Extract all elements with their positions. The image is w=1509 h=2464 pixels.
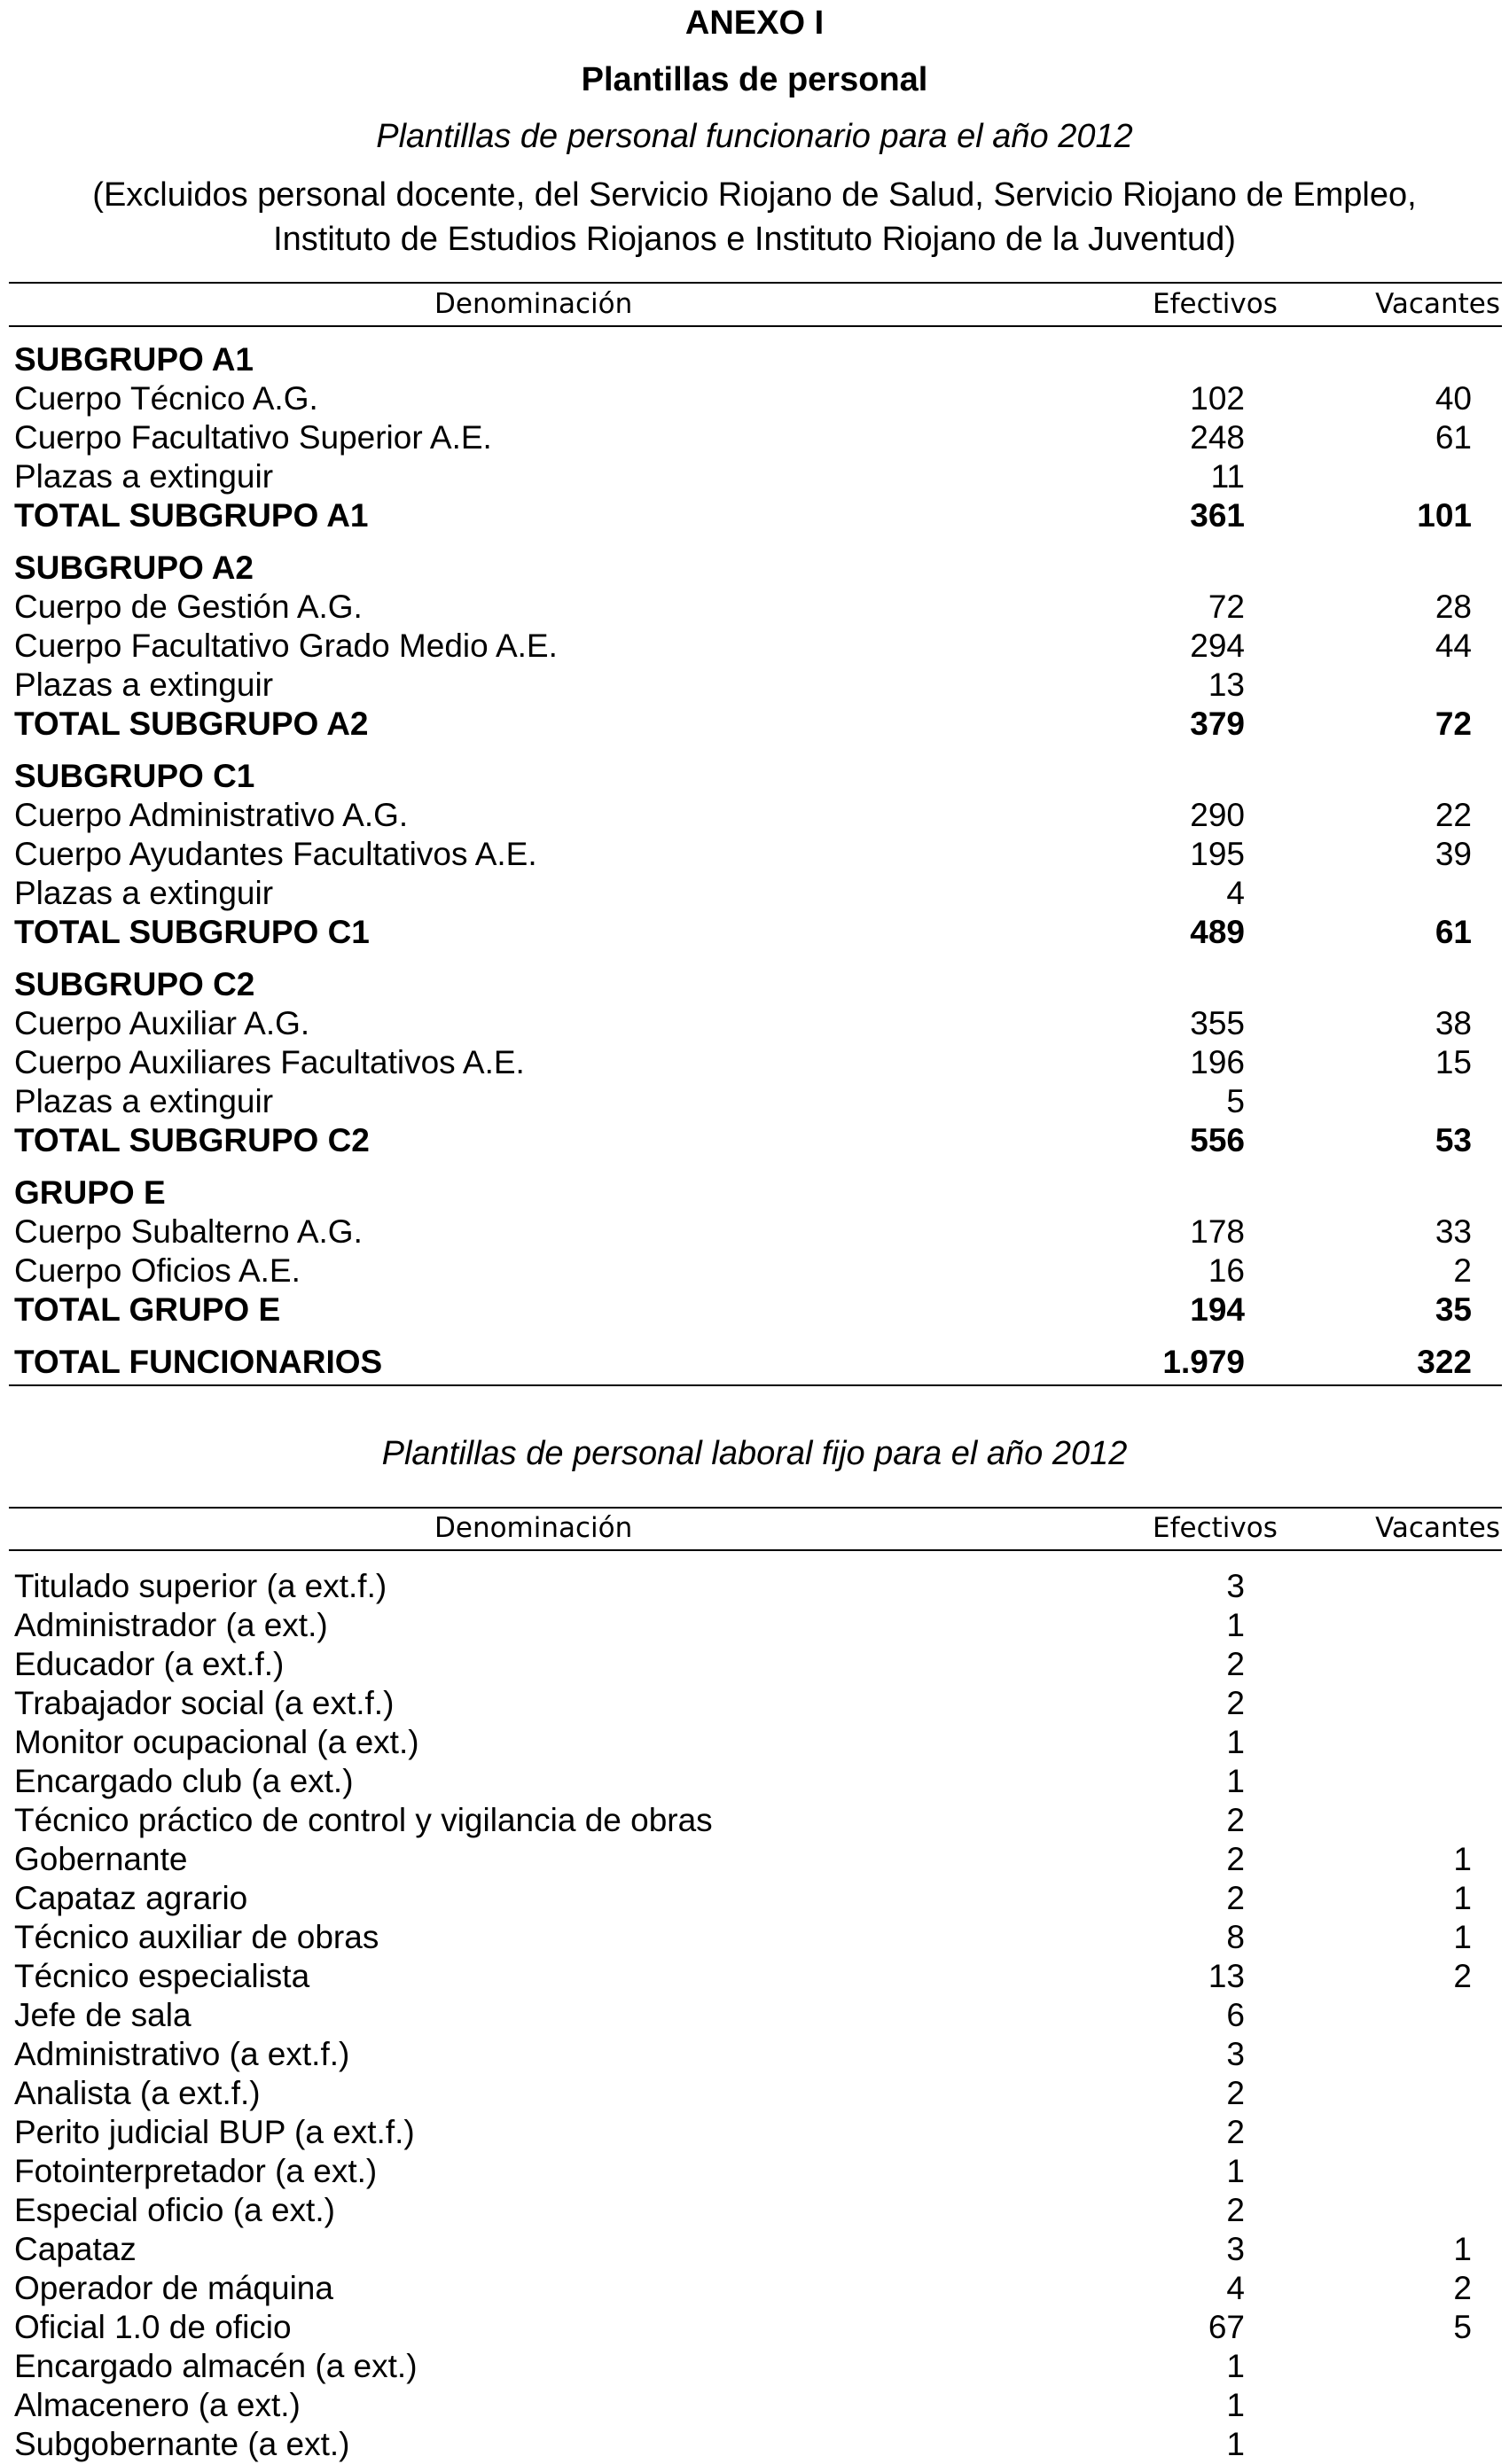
row-efectivos: 361	[1190, 497, 1245, 534]
table-row	[14, 1174, 1472, 1213]
row-efectivos: 8	[1226, 1919, 1245, 1955]
table-row	[14, 1343, 1472, 1382]
table-row	[14, 2230, 1472, 2269]
row-efectivos: 3	[1226, 2231, 1245, 2267]
table-row	[14, 757, 1472, 796]
row-efectivos: 355	[1190, 1005, 1245, 1041]
table-row	[14, 1251, 1472, 1290]
row-denominacion: Perito judicial BUP (a ext.f.)	[14, 2114, 415, 2150]
table-row	[14, 379, 1472, 418]
row-denominacion: Técnico auxiliar de obras	[14, 1919, 379, 1955]
table-row	[14, 588, 1472, 627]
row-efectivos: 1	[1226, 2387, 1245, 2423]
row-vacantes: 22	[1435, 797, 1472, 833]
table-row	[14, 2425, 1472, 2464]
table-row	[14, 1213, 1472, 1251]
row-denominacion: SUBGRUPO A2	[14, 550, 254, 586]
row-denominacion: TOTAL SUBGRUPO A1	[14, 497, 369, 534]
table-row	[14, 1723, 1472, 1762]
row-denominacion: Técnico práctico de control y vigilancia de obras	[14, 1802, 713, 1838]
row-efectivos: 290	[1190, 797, 1245, 833]
row-efectivos: 2	[1226, 1802, 1245, 1838]
table-row	[14, 627, 1472, 666]
row-denominacion: Cuerpo Ayudantes Facultativos A.E.	[14, 836, 537, 872]
row-efectivos: 1.979	[1162, 1344, 1245, 1380]
table-row	[14, 1957, 1472, 1996]
row-denominacion: Gobernante	[14, 1841, 188, 1877]
laboral-column-header-efectivos: Efectivos	[1153, 1512, 1278, 1544]
laboral-column-header-denominacion: Denominación	[434, 1512, 633, 1544]
row-vacantes: 101	[1417, 497, 1472, 534]
row-denominacion: SUBGRUPO C1	[14, 758, 255, 794]
table-row	[14, 835, 1472, 874]
row-efectivos: 196	[1190, 1044, 1245, 1080]
table-row	[14, 965, 1472, 1004]
row-efectivos: 72	[1208, 589, 1245, 625]
table-row	[14, 2347, 1472, 2386]
row-denominacion: Trabajador social (a ext.f.)	[14, 1685, 395, 1721]
row-denominacion: Cuerpo de Gestión A.G.	[14, 589, 363, 625]
row-denominacion: Subgobernante (a ext.)	[14, 2426, 350, 2462]
row-denominacion: Capataz	[14, 2231, 137, 2267]
row-efectivos: 1	[1226, 2426, 1245, 2462]
row-denominacion: Cuerpo Subalterno A.G.	[14, 1213, 363, 1250]
table-row	[14, 1684, 1472, 1723]
row-efectivos: 3	[1226, 1568, 1245, 1604]
table-row	[14, 1606, 1472, 1645]
table-row	[14, 418, 1472, 457]
table-row	[14, 705, 1472, 744]
row-vacantes: 15	[1435, 1044, 1472, 1080]
table-row	[14, 2191, 1472, 2230]
row-vacantes: 61	[1435, 419, 1472, 456]
table-header-rule	[9, 325, 1502, 327]
row-denominacion: TOTAL SUBGRUPO C1	[14, 914, 370, 950]
row-efectivos: 379	[1190, 706, 1245, 742]
table-row	[14, 340, 1472, 379]
column-header-denominacion: Denominación	[434, 288, 633, 320]
table-row	[14, 2308, 1472, 2347]
row-denominacion: TOTAL GRUPO E	[14, 1291, 281, 1328]
row-denominacion: Monitor ocupacional (a ext.)	[14, 1724, 419, 1760]
row-efectivos: 1	[1226, 2153, 1245, 2189]
row-vacantes: 72	[1435, 706, 1472, 742]
row-denominacion: Analista (a ext.f.)	[14, 2075, 261, 2111]
row-denominacion: Especial oficio (a ext.)	[14, 2192, 335, 2228]
row-efectivos: 2	[1226, 1646, 1245, 1682]
table-row	[14, 1004, 1472, 1043]
row-vacantes: 1	[1453, 2231, 1472, 2267]
row-denominacion: Titulado superior (a ext.f.)	[14, 1568, 387, 1604]
row-efectivos: 2	[1226, 1841, 1245, 1877]
row-denominacion: Plazas a extinguir	[14, 1083, 274, 1119]
row-denominacion: TOTAL SUBGRUPO C2	[14, 1122, 370, 1158]
table-row	[14, 913, 1472, 952]
document-title: Plantillas de personal	[581, 61, 928, 98]
row-denominacion: Jefe de sala	[14, 1997, 192, 2033]
row-denominacion: Educador (a ext.f.)	[14, 1646, 285, 1682]
laboral-column-header-vacantes: Vacantes	[1375, 1512, 1500, 1544]
row-vacantes: 2	[1453, 2270, 1472, 2306]
row-efectivos: 489	[1190, 914, 1245, 950]
row-denominacion: Plazas a extinguir	[14, 458, 274, 495]
row-efectivos: 5	[1226, 1083, 1245, 1119]
table-row	[14, 2152, 1472, 2191]
column-header-efectivos: Efectivos	[1153, 288, 1278, 320]
row-efectivos: 194	[1190, 1291, 1245, 1328]
table-row	[14, 2074, 1472, 2113]
row-vacantes: 40	[1435, 380, 1472, 417]
row-efectivos: 67	[1208, 2309, 1245, 2345]
row-efectivos: 4	[1226, 2270, 1245, 2306]
row-denominacion: Cuerpo Auxiliar A.G.	[14, 1005, 310, 1041]
row-efectivos: 3	[1226, 2036, 1245, 2072]
row-efectivos: 13	[1208, 1958, 1245, 1994]
table-row	[14, 1567, 1472, 1606]
row-denominacion: Cuerpo Administrativo A.G.	[14, 797, 409, 833]
row-efectivos: 1	[1226, 1724, 1245, 1760]
row-vacantes: 33	[1435, 1213, 1472, 1250]
row-denominacion: Administrador (a ext.)	[14, 1607, 328, 1643]
row-vacantes: 1	[1453, 1841, 1472, 1877]
row-denominacion: Administrativo (a ext.f.)	[14, 2036, 350, 2072]
row-efectivos: 11	[1210, 458, 1245, 495]
row-denominacion: GRUPO E	[14, 1174, 166, 1211]
row-efectivos: 1	[1226, 1763, 1245, 1799]
row-efectivos: 2	[1226, 2192, 1245, 2228]
row-denominacion: Técnico especialista	[14, 1958, 310, 1994]
row-denominacion: Fotointerpretador (a ext.)	[14, 2153, 378, 2189]
row-vacantes: 39	[1435, 836, 1472, 872]
row-denominacion: Encargado almacén (a ext.)	[14, 2348, 418, 2384]
table-row	[14, 2269, 1472, 2308]
table-row	[14, 1879, 1472, 1918]
row-denominacion: Plazas a extinguir	[14, 667, 274, 703]
row-efectivos: 2	[1226, 1880, 1245, 1916]
row-efectivos: 178	[1190, 1213, 1245, 1250]
row-efectivos: 2	[1226, 2114, 1245, 2150]
row-efectivos: 2	[1226, 1685, 1245, 1721]
row-denominacion: Plazas a extinguir	[14, 875, 274, 911]
table-bottom-rule	[9, 1384, 1502, 1386]
laboral-header-rule	[9, 1549, 1502, 1551]
row-efectivos: 1	[1226, 1607, 1245, 1643]
table-top-rule	[9, 282, 1502, 284]
table-row	[14, 796, 1472, 835]
table-row	[14, 1840, 1472, 1879]
annex-title: ANEXO I	[684, 4, 825, 42]
funcionario-subtitle: Plantillas de personal funcionario para el año 2012	[376, 118, 1133, 155]
table-row	[14, 1043, 1472, 1082]
row-efectivos: 556	[1190, 1122, 1245, 1158]
row-vacantes: 1	[1453, 1919, 1472, 1955]
row-efectivos: 1	[1226, 2348, 1245, 2384]
table-row	[14, 457, 1472, 496]
row-efectivos: 4	[1226, 875, 1245, 911]
row-denominacion: TOTAL FUNCIONARIOS	[14, 1344, 383, 1380]
table-row	[14, 1918, 1472, 1957]
row-denominacion: SUBGRUPO C2	[14, 966, 255, 1002]
row-denominacion: Capataz agrario	[14, 1880, 248, 1916]
row-vacantes: 61	[1435, 914, 1472, 950]
table-row	[14, 1121, 1472, 1160]
row-efectivos: 16	[1208, 1252, 1245, 1289]
table-row	[14, 2113, 1472, 2152]
row-denominacion: Encargado club (a ext.)	[14, 1763, 354, 1799]
row-denominacion: Almacenero (a ext.)	[14, 2387, 301, 2423]
table-row	[14, 2035, 1472, 2074]
table-row	[14, 874, 1472, 913]
row-efectivos: 6	[1226, 1997, 1245, 2033]
row-vacantes: 28	[1435, 589, 1472, 625]
table-row	[14, 1801, 1472, 1840]
row-vacantes: 2	[1453, 1958, 1472, 1994]
row-vacantes: 5	[1453, 2309, 1472, 2345]
table-row	[14, 1645, 1472, 1684]
table-row	[14, 2386, 1472, 2425]
row-denominacion: Operador de máquina	[14, 2270, 333, 2306]
row-vacantes: 2	[1453, 1252, 1472, 1289]
row-denominacion: Oficial 1.0 de oficio	[14, 2309, 292, 2345]
table-row	[14, 1996, 1472, 2035]
table-row	[14, 496, 1472, 535]
row-denominacion: Cuerpo Oficios A.E.	[14, 1252, 301, 1289]
row-denominacion: Cuerpo Facultativo Grado Medio A.E.	[14, 628, 558, 664]
table-row	[14, 549, 1472, 588]
laboral-subtitle: Plantillas de personal laboral fijo para el año 2012	[381, 1435, 1128, 1472]
laboral-top-rule	[9, 1507, 1502, 1509]
row-denominacion: TOTAL SUBGRUPO A2	[14, 706, 369, 742]
row-denominacion: SUBGRUPO A1	[14, 341, 254, 378]
column-header-vacantes: Vacantes	[1375, 288, 1500, 320]
row-vacantes: 53	[1435, 1122, 1472, 1158]
row-denominacion: Cuerpo Auxiliares Facultativos A.E.	[14, 1044, 525, 1080]
exclusion-note-line-2: Instituto de Estudios Riojanos e Instituto Riojano de la Juventud)	[273, 221, 1236, 258]
row-efectivos: 294	[1190, 628, 1245, 664]
table-row	[14, 1290, 1472, 1329]
table-row	[14, 666, 1472, 705]
table-row	[14, 1762, 1472, 1801]
row-vacantes: 38	[1435, 1005, 1472, 1041]
row-efectivos: 195	[1190, 836, 1245, 872]
exclusion-note-line-1: (Excluidos personal docente, del Servicio Riojano de Salud, Servicio Riojano de Empleo,	[92, 176, 1417, 214]
row-vacantes: 35	[1435, 1291, 1472, 1328]
row-efectivos: 2	[1226, 2075, 1245, 2111]
row-vacantes: 44	[1435, 628, 1472, 664]
row-vacantes: 322	[1417, 1344, 1472, 1380]
row-denominacion: Cuerpo Técnico A.G.	[14, 380, 318, 417]
row-efectivos: 102	[1190, 380, 1245, 417]
row-efectivos: 248	[1190, 419, 1245, 456]
row-denominacion: Cuerpo Facultativo Superior A.E.	[14, 419, 492, 456]
table-row	[14, 1082, 1472, 1121]
row-vacantes: 1	[1453, 1880, 1472, 1916]
row-efectivos: 13	[1208, 667, 1245, 703]
